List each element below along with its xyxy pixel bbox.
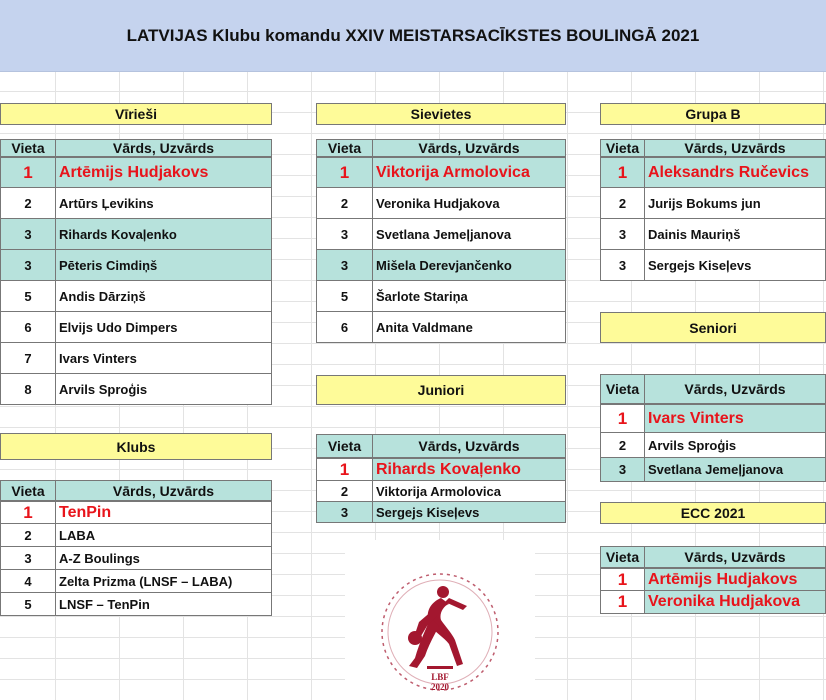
table-row: 1 Ivars Vinters (600, 404, 826, 433)
table-row: 1 Viktorija Armolovica (316, 157, 566, 188)
table-row: 3 Svetlana Jemeļjanova (316, 219, 566, 250)
section-title-juniors: Juniori (316, 375, 566, 405)
table-row: 1 TenPin (0, 501, 272, 524)
section-title-group-b: Grupa B (600, 103, 826, 125)
table-row: 5 Andis Dārziņš (0, 281, 272, 312)
table-header-ecc: Vieta Vārds, Uzvārds (600, 546, 826, 568)
results-table-group-b (600, 157, 826, 281)
table-header-group-b: Vieta Vārds, Uzvārds (600, 139, 826, 157)
section-title-seniors: Seniori (600, 312, 826, 343)
results-table-ecc (600, 568, 826, 614)
table-header-seniors: Vieta Vārds, Uzvārds (600, 374, 826, 404)
table-row: 2 Artūrs Ļevikins (0, 188, 272, 219)
table-row: 6 Anita Valdmane (316, 312, 566, 343)
section-title-women: Sievietes (316, 103, 566, 125)
table-row: 5 Šarlote Stariņa (316, 281, 566, 312)
table-row: 3 Sergejs Kiseļevs (316, 502, 566, 523)
table-row: 4 Zelta Prizma (LNSF – LABA) (0, 570, 272, 593)
table-row: 1 Artēmijs Hudjakovs (600, 568, 826, 591)
table-row: 1 Veronika Hudjakova (600, 591, 826, 614)
table-row: 8 Arvils Sproģis (0, 374, 272, 405)
logo-initials: LBF (431, 672, 449, 682)
table-header-women: Vieta Vārds, Uzvārds (316, 139, 566, 157)
table-row: 5 LNSF – TenPin (0, 593, 272, 616)
table-row: 3 Svetlana Jemeļjanova (600, 458, 826, 482)
table-row: 2 Arvils Sproģis (600, 433, 826, 458)
table-row: 7 Ivars Vinters (0, 343, 272, 374)
section-title-clubs: Klubs (0, 433, 272, 460)
results-table-juniors (316, 458, 566, 523)
table-row: 3 Pēteris Cimdiņš (0, 250, 272, 281)
logo-year: 2020 (431, 682, 449, 692)
table-header-juniors: Vieta Vārds, Uzvārds (316, 434, 566, 458)
page-banner (0, 0, 826, 72)
table-row: 3 Rihards Kovaļenko (0, 219, 272, 250)
results-table-women (316, 157, 566, 343)
section-title-ecc: ECC 2021 (600, 502, 826, 524)
table-row: 3 A-Z Boulings (0, 547, 272, 570)
table-row: 2 LABA (0, 524, 272, 547)
section-title-men: Vīrieši (0, 103, 272, 125)
table-row: 2 Viktorija Armolovica (316, 481, 566, 502)
table-row: 1 Artēmijs Hudjakovs (0, 157, 272, 188)
results-table-men (0, 157, 272, 405)
results-table-clubs (0, 501, 272, 616)
results-table-seniors (600, 404, 826, 482)
table-row: 3 Dainis Mauriņš (600, 219, 826, 250)
table-header-men: Vieta Vārds, Uzvārds (0, 139, 272, 157)
table-header-clubs: Vieta Vārds, Uzvārds (0, 480, 272, 501)
table-row: 2 Veronika Hudjakova (316, 188, 566, 219)
table-row: 3 Sergejs Kiseļevs (600, 250, 826, 281)
bowler-logo-icon (345, 540, 535, 700)
table-row: 6 Elvijs Udo Dimpers (0, 312, 272, 343)
table-row: 3 Mišela Derevjančenko (316, 250, 566, 281)
table-row: 2 Jurijs Bokums jun (600, 188, 826, 219)
page-title: LATVIJAS Klubu komandu XXIV MEISTARSACĪKSTES BOULINGĀ 2021 (126, 25, 700, 45)
table-row: 1 Rihards Kovaļenko (316, 458, 566, 481)
table-row: 1 Aleksandrs Ručevics (600, 157, 826, 188)
